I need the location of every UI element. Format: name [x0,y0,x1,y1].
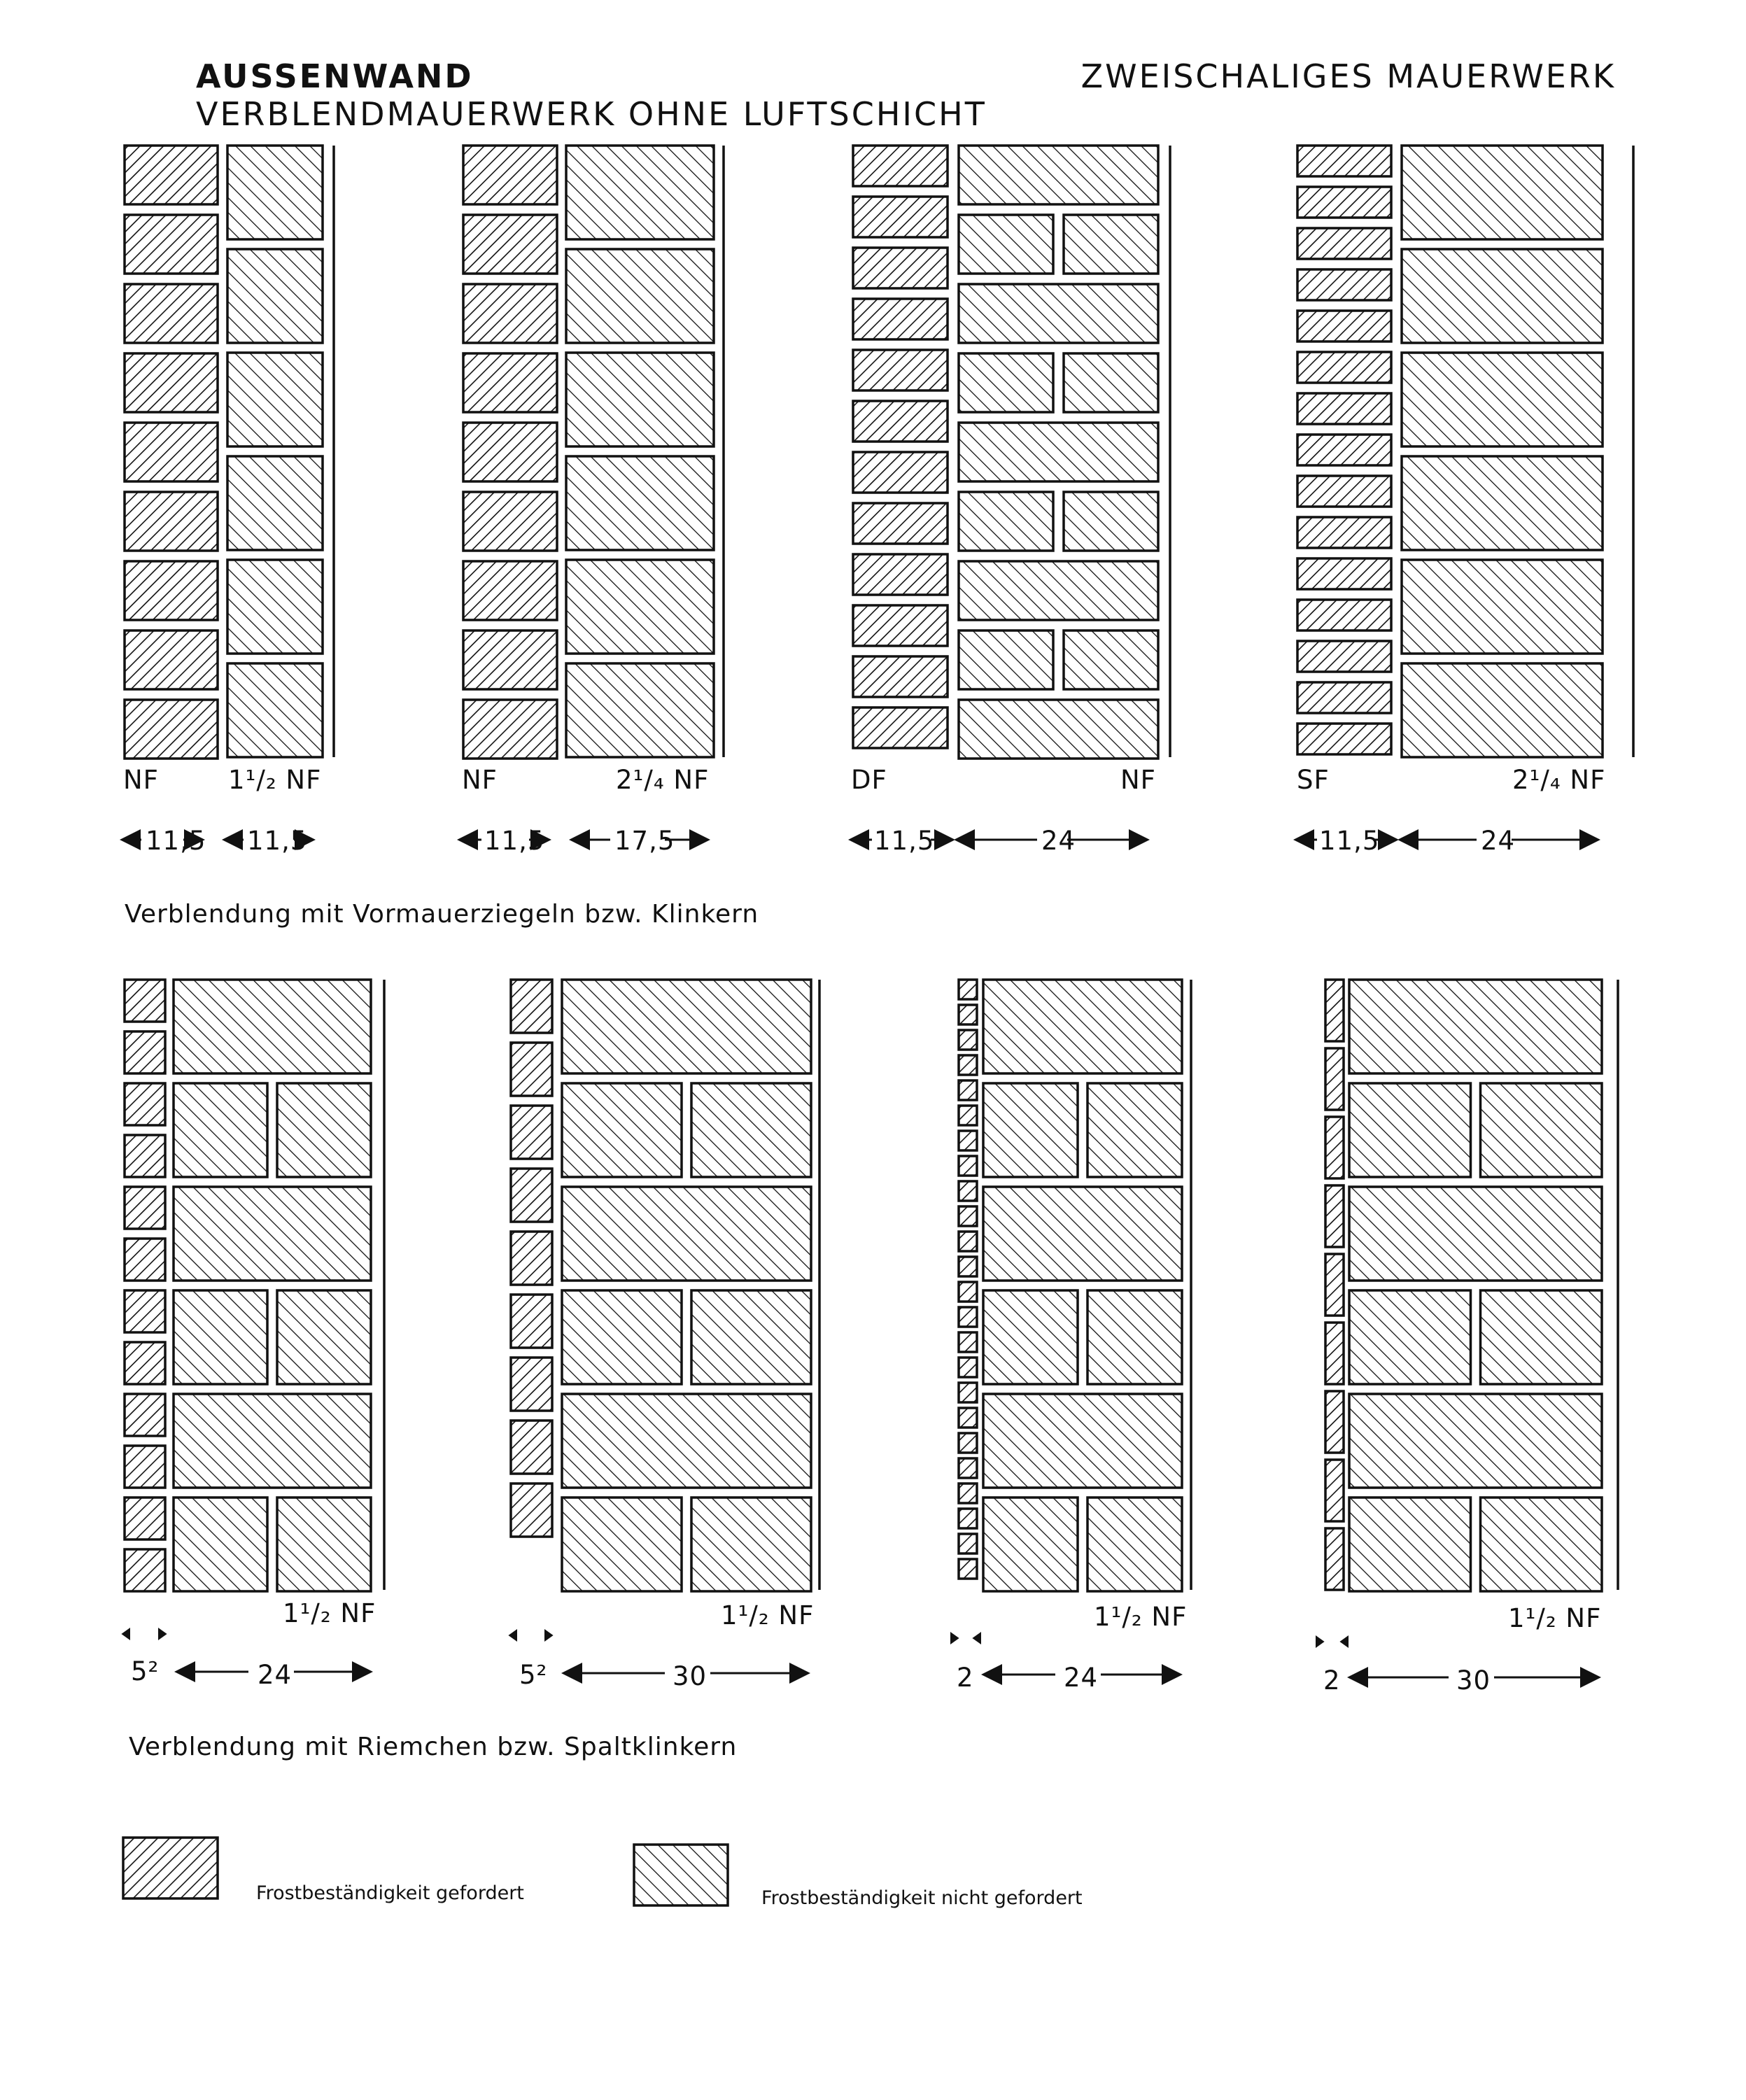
facing-spaltklinker [959,1131,977,1150]
facing-brick [463,700,557,759]
facing-spaltklinker [1325,1048,1344,1110]
facing-brick [463,423,557,481]
backing-brick [1402,663,1603,757]
facing-brick [125,492,218,551]
facing-riemchen [125,1549,165,1591]
facing-brick [853,554,948,595]
facing-spaltklinker [959,1383,977,1402]
wall1-dim-right: 11,5 [247,826,308,856]
facing-riemchen [125,1031,165,1073]
facing-spaltklinker [959,1181,977,1201]
backing-brick [227,560,323,654]
facing-riemchen [125,1290,165,1332]
facing-spaltklinker [959,1484,977,1503]
facing-brick [125,423,218,481]
backing-brick [1349,980,1602,1073]
facing-brick [853,197,948,237]
facing-brick [1297,269,1391,300]
facing-brick [125,561,218,620]
facing-brick [463,146,557,204]
backing-brick [1349,1394,1602,1488]
backing-brick [983,980,1182,1073]
wall5-right-format: 1¹/₂ NF [283,1598,376,1628]
facing-brick [125,215,218,274]
backing-brick [1064,492,1158,551]
wall6-dim-right: 30 [673,1661,707,1691]
facing-spaltklinker [959,1307,977,1327]
facing-riemchen [511,1232,552,1285]
wall7-dim-left: 2 [957,1663,974,1693]
wall7-right-format: 1¹/₂ NF [1094,1602,1188,1632]
facing-brick [1297,558,1391,589]
facing-brick [125,700,218,759]
backing-brick [562,1083,682,1177]
facing-brick [125,630,218,689]
backing-brick [1402,560,1603,654]
facing-brick [1297,724,1391,754]
backing-brick [1481,1290,1603,1384]
facing-riemchen [125,1394,165,1436]
backing-brick [566,146,714,239]
backing-brick [959,700,1158,759]
backing-brick [1087,1083,1182,1177]
facing-brick [853,656,948,697]
facing-spaltklinker [959,1257,977,1276]
backing-brick [566,456,714,550]
backing-brick [691,1498,811,1591]
facing-brick [1297,641,1391,672]
backing-brick [983,1083,1078,1177]
backing-brick [691,1083,811,1177]
facing-spaltklinker [959,1206,977,1226]
dimension-marker [1339,1635,1349,1648]
facing-brick [1297,228,1391,259]
backing-brick [1349,1083,1471,1177]
section-heading: ZWEISCHALIGES MAUERWERK [1080,57,1616,95]
facing-riemchen [511,1106,552,1159]
facing-riemchen [125,980,165,1022]
dimension-marker [972,1632,981,1644]
facing-riemchen [511,1043,552,1096]
facing-riemchen [125,1187,165,1229]
facing-brick [463,492,557,551]
backing-brick [1402,353,1603,446]
backing-brick [1402,249,1603,343]
backing-brick [227,456,323,550]
backing-brick [1349,1290,1471,1384]
wall5-dim-right: 24 [258,1660,293,1690]
facing-spaltklinker [1325,1117,1344,1178]
facing-spaltklinker [959,1358,977,1377]
legend-frost-required-label: Frostbeständigkeit gefordert [256,1882,524,1904]
facing-brick [463,215,557,274]
wall4-right-format: 2¹/₄ NF [1512,765,1606,795]
facing-brick [1297,187,1391,218]
backing-brick [566,560,714,654]
backing-brick [227,249,323,343]
facing-brick [1297,146,1391,176]
facing-spaltklinker [959,1282,977,1302]
facing-brick [853,248,948,288]
page-subtitle: VERBLENDMAUERWERK OHNE LUFTSCHICHT [196,95,987,133]
facing-riemchen [125,1342,165,1384]
facing-riemchen [125,1239,165,1281]
facing-brick [1297,682,1391,713]
backing-brick [983,1290,1078,1384]
section2-caption: Verblendung mit Riemchen bzw. Spaltklinkern [129,1733,738,1761]
facing-spaltklinker [959,1055,977,1075]
facing-spaltklinker [1325,1185,1344,1247]
facing-spaltklinker [959,1458,977,1478]
wall3-right-format: NF [1120,765,1156,795]
facing-brick [1297,311,1391,341]
facing-brick [1297,476,1391,507]
wall8-dim-right: 30 [1456,1665,1491,1696]
backing-brick [277,1083,371,1177]
wall1-left-format: NF [123,765,159,795]
facing-spaltklinker [959,1433,977,1453]
backing-brick [1402,456,1603,550]
wall4-dim-right: 24 [1481,826,1516,856]
backing-brick [1087,1290,1182,1384]
facing-spaltklinker [959,1509,977,1528]
dimension-marker [508,1629,517,1642]
backing-brick [983,1187,1182,1281]
facing-riemchen [125,1446,165,1488]
facing-brick [125,353,218,412]
backing-brick [1349,1187,1602,1281]
facing-brick [1297,393,1391,424]
dimension-marker [1316,1635,1325,1648]
facing-brick [125,284,218,343]
backing-brick [566,663,714,757]
backing-brick [1064,630,1158,689]
wall2-dim-left: 11,5 [484,826,545,856]
backing-brick [1481,1083,1603,1177]
facing-brick [853,350,948,390]
facing-spaltklinker [959,1534,977,1553]
wall2-left-format: NF [462,765,498,795]
backing-brick [174,980,371,1073]
backing-brick [562,980,811,1073]
backing-brick [277,1498,371,1591]
backing-brick [1402,146,1603,239]
wall2-right-format: 2¹/₄ NF [616,765,710,795]
facing-brick [853,401,948,442]
dimension-marker [950,1632,959,1644]
facing-spaltklinker [1325,1323,1344,1384]
backing-brick [227,146,323,239]
backing-brick [227,663,323,757]
section1-caption: Verblendung mit Vormauerziegeln bzw. Klinkern [125,900,759,929]
facing-spaltklinker [959,1332,977,1352]
backing-brick [1064,353,1158,412]
backing-brick [277,1290,371,1384]
facing-brick [125,146,218,204]
backing-brick [174,1498,267,1591]
wall8-dim-left: 2 [1323,1665,1341,1696]
dimension-marker [121,1628,130,1640]
facing-brick [1297,517,1391,548]
facing-spaltklinker [959,1559,977,1579]
backing-brick [691,1290,811,1384]
wall6-right-format: 1¹/₂ NF [721,1600,815,1630]
backing-brick [959,353,1053,412]
backing-brick [174,1187,371,1281]
facing-spaltklinker [959,980,977,999]
facing-brick [1297,435,1391,465]
backing-brick [959,284,1158,343]
facing-riemchen [511,980,552,1033]
wall8-right-format: 1¹/₂ NF [1508,1603,1602,1633]
backing-brick [959,492,1053,551]
backing-brick [959,630,1053,689]
page-title: AUSSENWAND [196,57,474,95]
facing-spaltklinker [959,1106,977,1125]
backing-brick [566,353,714,446]
backing-brick [562,1394,811,1488]
facing-spaltklinker [1325,1254,1344,1316]
facing-riemchen [511,1421,552,1474]
wall7-dim-right: 24 [1064,1663,1099,1693]
backing-brick [959,215,1053,274]
facing-brick [463,353,557,412]
facing-spaltklinker [959,1156,977,1176]
legend-swatch-frost-not-required [634,1845,728,1905]
legend-frost-not-required-label: Frostbeständigkeit nicht gefordert [761,1887,1083,1909]
facing-riemchen [125,1083,165,1125]
wall1-dim-left: 11,5 [146,826,206,856]
backing-brick [959,146,1158,204]
backing-brick [983,1498,1078,1591]
backing-brick [983,1394,1182,1488]
facing-spaltklinker [959,1005,977,1024]
wall2-dim-right: 17,5 [614,826,675,856]
facing-brick [853,605,948,646]
facing-brick [853,707,948,748]
wall3-dim-right: 24 [1041,826,1076,856]
wall4-dim-left: 11,5 [1319,826,1380,856]
facing-brick [463,630,557,689]
backing-brick [174,1083,267,1177]
backing-brick [959,423,1158,481]
facing-brick [463,561,557,620]
backing-brick [1481,1498,1603,1591]
facing-spaltklinker [1325,1391,1344,1453]
backing-brick [562,1187,811,1281]
backing-brick [227,353,323,446]
facing-brick [853,299,948,339]
backing-brick [566,249,714,343]
facing-spaltklinker [1325,1528,1344,1590]
facing-brick [1297,352,1391,383]
backing-brick [562,1290,682,1384]
backing-brick [1349,1498,1471,1591]
facing-brick [853,452,948,493]
facing-brick [853,146,948,186]
facing-riemchen [511,1484,552,1537]
facing-brick [853,503,948,544]
wall3-dim-left: 11,5 [874,826,935,856]
dimension-marker [544,1629,554,1642]
backing-brick [174,1394,371,1488]
wall4-left-format: SF [1297,765,1330,795]
wall6-dim-left: 5² [519,1660,548,1690]
facing-riemchen [511,1295,552,1348]
wall1-right-format: 1¹/₂ NF [228,765,322,795]
backing-brick [174,1290,267,1384]
facing-spaltklinker [959,1408,977,1428]
facing-riemchen [511,1169,552,1222]
facing-riemchen [511,1358,552,1411]
facing-riemchen [125,1498,165,1539]
facing-spaltklinker [959,1080,977,1100]
facing-riemchen [125,1135,165,1177]
backing-brick [959,561,1158,620]
facing-spaltklinker [1325,980,1344,1041]
facing-brick [1297,600,1391,630]
wall5-dim-left: 5² [131,1656,160,1686]
backing-brick [1064,215,1158,274]
facing-spaltklinker [959,1030,977,1050]
dimension-marker [158,1628,167,1640]
facing-spaltklinker [959,1232,977,1251]
facing-spaltklinker [1325,1460,1344,1521]
legend-swatch-frost-required [123,1838,218,1898]
wall3-left-format: DF [851,765,887,795]
facing-brick [463,284,557,343]
backing-brick [1087,1498,1182,1591]
backing-brick [562,1498,682,1591]
